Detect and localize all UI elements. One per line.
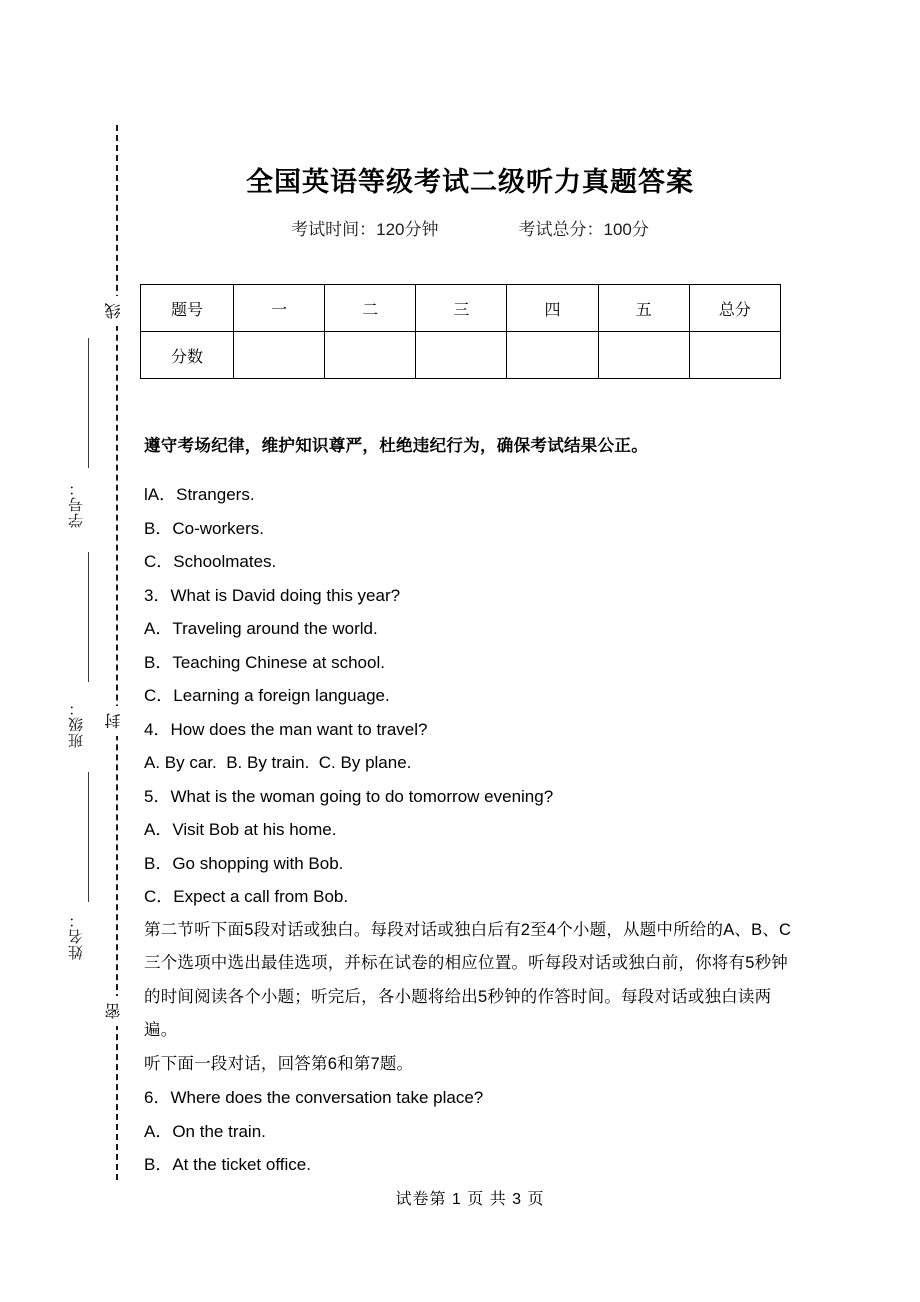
question-line: B．Co-workers. xyxy=(144,518,264,538)
score-table xyxy=(140,284,781,379)
page-title: 全国英语等级考试二级听力真题答案 xyxy=(246,167,694,197)
question-line: B．Go shopping with Bob. xyxy=(144,853,344,873)
margin-rule-2 xyxy=(88,552,89,682)
question-line: A. By car. B. By train. C. By plane. xyxy=(144,753,412,772)
question-line: C．Learning a foreign language. xyxy=(144,686,390,705)
question-line: C．Expect a call from Bob. xyxy=(144,887,349,906)
seal-char-line xyxy=(104,296,130,326)
question-line: A．Visit Bob at his home. xyxy=(144,820,337,839)
table-cell xyxy=(689,332,780,379)
question-line: 3．What is David doing this year? xyxy=(144,585,401,605)
document-body xyxy=(140,0,800,1302)
margin-rule-3 xyxy=(88,772,89,902)
margin-label-student-id: 学号： xyxy=(68,480,85,528)
table-row xyxy=(141,285,781,332)
margin-label-class: 班级： xyxy=(68,700,85,748)
question-line: lA．Strangers. xyxy=(144,485,255,504)
seal-char-secret-text: 密 xyxy=(106,1003,123,1019)
table-row-header: 题号 xyxy=(141,285,234,332)
question-line: 6．Where does the conversation take place? xyxy=(144,1088,484,1107)
table-cell xyxy=(416,332,507,379)
table-cell xyxy=(507,332,598,379)
seal-char-seal xyxy=(104,706,130,736)
question-line: 4．How does the man want to travel? xyxy=(144,719,428,739)
page-footer: 试卷第 1 页 共 3 页 xyxy=(395,1191,545,1208)
seal-char-seal-text: 封 xyxy=(106,713,123,729)
table-cell: 总分 xyxy=(689,285,780,332)
question-content xyxy=(144,478,800,1182)
seal-char-secret xyxy=(104,996,130,1026)
margin-rule-1 xyxy=(88,338,89,468)
exam-total-score: 考试总分：100分 xyxy=(518,220,649,239)
question-line: 5．What is the woman going to do tomorrow evening? xyxy=(144,786,554,806)
exam-notice: 遵守考场纪律，维护知识尊严，杜绝违纪行为，确保考试结果公正。 xyxy=(144,437,648,455)
instruction-paragraph: 听下面一段对话，回答第6和第7题。 xyxy=(144,1054,414,1073)
table-cell: 四 xyxy=(507,285,598,332)
table-row-header: 分数 xyxy=(141,332,234,379)
score-table-body xyxy=(141,285,781,379)
instruction-paragraph: 第二节听下面5段对话或独白。每段对话或独白后有2至4个小题，从题中所给的A、B、C三个选项中选出最佳选项，并标在试卷的相应位置。听每段对话或独白前，你将有5秒钟的时间阅读各个小题；听完后，各小题将给出5秒钟的作答时间。每段对话或独白读两遍。 xyxy=(144,920,792,1039)
table-cell xyxy=(598,332,689,379)
table-cell: 三 xyxy=(416,285,507,332)
question-line: B．At the ticket office. xyxy=(144,1155,311,1174)
question-line: A．On the train. xyxy=(144,1121,266,1141)
question-line: C．Schoolmates. xyxy=(144,552,277,571)
question-line: B．Teaching Chinese at school. xyxy=(144,652,385,672)
exam-meta xyxy=(140,215,800,240)
exam-duration: 考试时间：120分钟 xyxy=(291,220,439,239)
table-cell xyxy=(234,332,325,379)
table-cell: 二 xyxy=(325,285,416,332)
table-cell xyxy=(325,332,416,379)
question-line: A．Traveling around the world. xyxy=(144,619,378,638)
table-row xyxy=(141,332,781,379)
margin-label-name: 姓名： xyxy=(68,912,85,960)
seal-char-line-text: 线 xyxy=(106,303,123,319)
table-cell: 五 xyxy=(598,285,689,332)
table-cell: 一 xyxy=(234,285,325,332)
